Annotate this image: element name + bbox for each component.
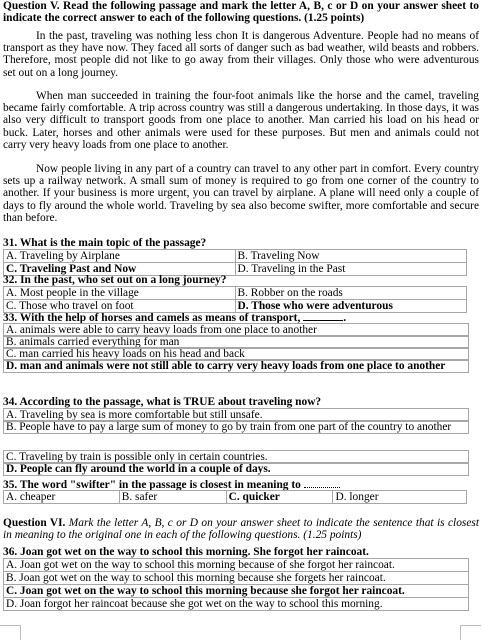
q31-option-d[interactable]: D. Traveling in the Past: [235, 263, 467, 276]
section6-heading: Question VI. Mark the letter A, B, c or D on your answer sheet to indicate the sentence that is closest in meaning to the original one in each of the following questions. (1.25 points): [3, 517, 479, 542]
q31-option-b[interactable]: B. Traveling Now: [235, 250, 467, 263]
q34-option-a[interactable]: A. Traveling by sea is more comfortable but still unsafe.: [3, 408, 469, 422]
q32-option-b[interactable]: B. Robber on the roads: [235, 287, 467, 300]
question-34-stem: 34. According to the passage, what is TRUE about traveling now?: [3, 396, 322, 408]
question-32-options: [3, 286, 467, 313]
q32-option-c[interactable]: C. Those who travel on foot: [4, 300, 236, 313]
answer-blank: [304, 478, 340, 488]
page-edge-left: [0, 625, 21, 640]
passage-paragraph-3: Now people living in any part of a country can travel to any other part in comfort. Every country sets up a railway network. A small sum of money is required to go from one corner of the country to another. If your business is more urgent, you can travel by airplane. A plane will need only a couple of days to fly around the whole world. Traveling by sea also become swifter, more comfortable and secure than before.: [3, 163, 479, 224]
question-32-stem: 32. In the past, who set out on a long journey?: [3, 274, 227, 286]
q34-option-c[interactable]: C. Traveling by train is possible only in certain countries.: [3, 450, 469, 464]
q31-option-c[interactable]: C. Traveling Past and Now: [4, 263, 236, 276]
q31-option-a[interactable]: A. Traveling by Airplane: [4, 250, 236, 263]
q36-option-b[interactable]: B. Joan got wet on the way to school this morning because she forgets her raincoat.: [3, 571, 469, 585]
question-31-options: [3, 249, 467, 276]
section5-heading: Question V. Read the following passage and mark the letter A, B, c or D on your answer sheet to indicate the correct answer to each of the following questions. (1.25 points): [3, 0, 479, 25]
question-35-options: [3, 490, 467, 504]
q32-option-a[interactable]: A. Most people in the village: [4, 287, 236, 300]
question-35-stem: 35. The word "swifter" in the passage is closest in meaning to: [3, 478, 479, 491]
q35-option-a[interactable]: A. cheaper: [4, 491, 120, 504]
q32-option-d[interactable]: D. Those who were adventurous: [235, 300, 467, 313]
question-31-stem: 31. What is the main topic of the passage?: [3, 237, 207, 249]
q36-option-c[interactable]: C. Joan got wet on the way to school this morning because she forgot her raincoat.: [3, 584, 469, 598]
passage-paragraph-1: In the past, traveling was nothing less chon It is dangerous Adventure. People had no means of transport as they have now. They faced all sorts of danger such as bad weather, wild beasts and robbers. Therefore, most people did not like to go away from their villages. Only those who were adventurous set out on a long journey.: [3, 30, 479, 79]
q33-option-a[interactable]: A. animals were able to carry heavy loads from one place to another: [3, 323, 469, 337]
q33-option-d[interactable]: D. man and animals were not still able to carry very heavy loads from one place to another: [3, 359, 469, 373]
question-36-stem: 36. Joan got wet on the way to school this morning. She forgot her raincoat.: [3, 546, 369, 558]
q33-option-c[interactable]: C. man carried his heavy loads on his head and back: [3, 347, 469, 361]
q35-option-d[interactable]: D. longer: [333, 491, 467, 504]
q36-option-a[interactable]: A. Joan got wet on the way to school this morning because of she forgot her raincoat.: [3, 558, 469, 572]
passage-paragraph-2: When man succeeded in training the four-foot animals like the horse and the camel, traveling became fairly comfortable. A trip across country was still a dangerous undertaking. In those days, it was also very difficult to transport goods from one place to another. Man carried his load on his head or buck. Later, horses and other animals were used for these purposes. But men and animals could not carry very heavy loads from one place to another.: [3, 90, 479, 151]
q35-option-b[interactable]: B. safer: [119, 491, 226, 504]
q34-option-d[interactable]: D. People can fly around the world in a couple of days.: [3, 462, 469, 476]
q33-option-b[interactable]: B. animals carried everything for man: [3, 335, 469, 349]
q34-option-b[interactable]: B. People have to pay a large sum of money to go by train from one part of the country to another: [3, 420, 469, 434]
answer-blank: [303, 311, 343, 321]
q36-option-d[interactable]: D. Joan forgot her raincoat because she got wet on the way to school this morning.: [3, 597, 469, 611]
page-edge-right: [460, 625, 481, 640]
q35-option-c[interactable]: C. quicker: [226, 491, 333, 504]
question-33-stem: 33. With the help of horses and camels as means of transport, .: [3, 312, 347, 324]
